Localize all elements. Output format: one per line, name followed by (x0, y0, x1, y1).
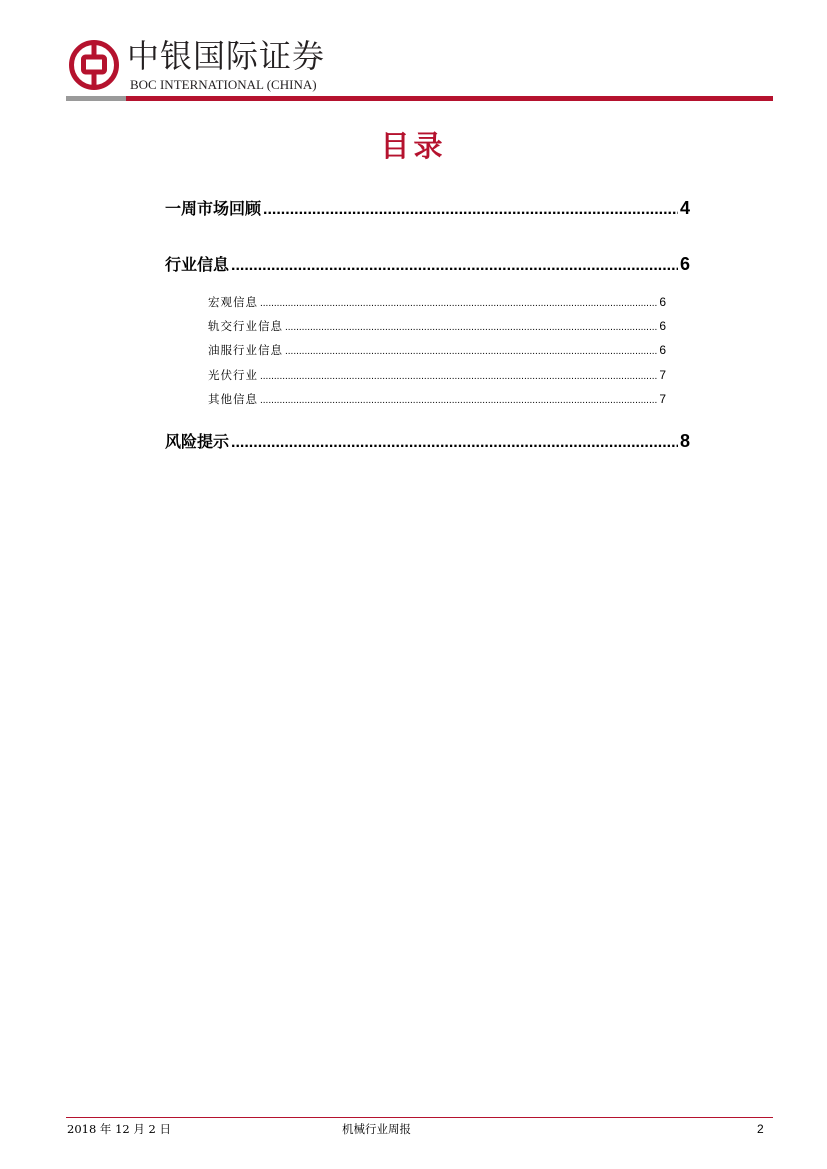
footer-rule (66, 1117, 773, 1118)
toc-leader-dots (231, 255, 678, 277)
header-rule-gray (66, 96, 126, 101)
toc-entry-label: 其他信息 (208, 392, 258, 406)
toc-entry-label: 油服行业信息 (208, 343, 283, 357)
toc-entry-page: 7 (659, 368, 666, 382)
toc-entry-label: 一周市场回顾 (165, 199, 262, 218)
toc-leader-dots (263, 199, 678, 221)
footer-page-number: 2 (757, 1122, 764, 1136)
toc-entry-risk-warning[interactable] (165, 430, 690, 454)
toc-leader-dots (260, 296, 657, 312)
toc-entry-industry-info[interactable] (165, 253, 690, 277)
toc-leader-dots (231, 432, 678, 454)
toc-leader-dots (260, 393, 657, 409)
page-header (0, 0, 827, 110)
footer-report-name: 机械行业周报 (342, 1122, 411, 1136)
toc-leader-dots (285, 320, 657, 336)
toc-entry-label: 行业信息 (165, 255, 230, 274)
toc-entry-page: 6 (659, 319, 666, 333)
toc-entry-page: 6 (659, 343, 666, 357)
toc-leader-dots (285, 344, 657, 360)
toc-entry-page: 4 (679, 198, 690, 218)
toc-title: 目录 (380, 129, 447, 163)
header-rule-red (126, 96, 773, 101)
toc-entry-label: 宏观信息 (208, 295, 258, 309)
toc-entry-other-info[interactable] (208, 391, 666, 409)
toc-entry-macro-info[interactable] (208, 294, 666, 312)
toc-entry-page: 7 (659, 392, 666, 406)
toc-entry-market-review[interactable] (165, 197, 690, 221)
toc-entry-label: 轨交行业信息 (208, 319, 283, 333)
footer-date: 2018 年 12 月 2 日 (67, 1122, 171, 1136)
toc-entry-photovoltaic[interactable] (208, 367, 666, 385)
toc-entry-label: 光伏行业 (208, 368, 258, 382)
toc-entry-page: 6 (679, 254, 690, 274)
brand-name-english: BOC INTERNATIONAL (CHINA) (130, 77, 317, 92)
brand-name-chinese: 中银国际证券 (127, 37, 326, 75)
toc-entry-page: 8 (679, 431, 690, 451)
toc-entry-rail-transit-info[interactable] (208, 318, 666, 336)
toc-entry-label: 风险提示 (165, 432, 230, 451)
boc-logo-icon (69, 40, 119, 90)
toc-leader-dots (260, 369, 657, 385)
toc-entry-oilfield-services-info[interactable] (208, 342, 666, 360)
toc-entry-page: 6 (659, 295, 666, 309)
